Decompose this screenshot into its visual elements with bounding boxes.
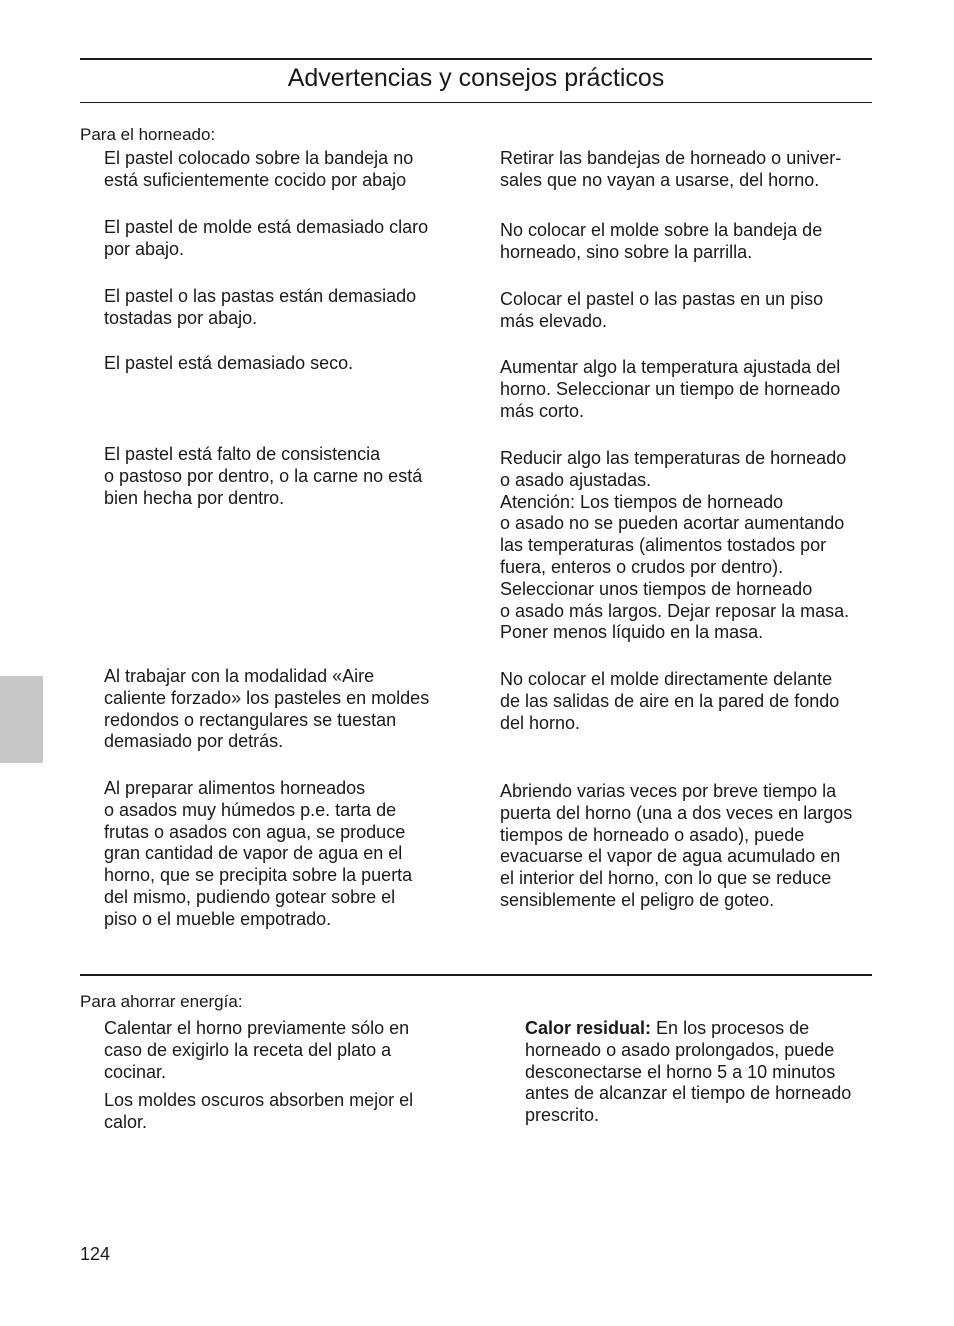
problem-5: El pastel está falto de consistencia o pastoso por dentro, o la carne no está bien hecha por dentro. bbox=[104, 444, 423, 508]
baking-heading: Para el horneado: bbox=[80, 125, 216, 144]
energy-tip-preheat: Calentar el horno previamente sólo en caso de exigirlo la receta del plato a cocinar. bbox=[104, 1018, 410, 1082]
remedy-7: Abriendo varias veces por breve tiempo la puerta del horno (una a dos veces en largos tiempos de horneado o asado), puede evacuarse el vapor de agua acumulado en el interior del horno, con lo que se reduce sensiblemente el peligro de goteo. bbox=[500, 781, 853, 910]
problem-1: El pastel colocado sobre la bandeja no está suficientemente cocido por abajo bbox=[104, 148, 414, 190]
residual-heat-text: En los procesos de horneado o asado prolongados, puede desconectarse el horno 5 a 10 minutos antes de alcanzar el tiempo de horneado prescrito. bbox=[525, 1018, 852, 1126]
problem-4: El pastel está demasiado seco. bbox=[104, 353, 354, 373]
remedy-4: Aumentar algo la temperatura ajustada del horno. Seleccionar un tiempo de horneado más corto. bbox=[500, 357, 841, 421]
residual-heat-label: Calor residual: bbox=[525, 1018, 652, 1038]
page-number: 124 bbox=[80, 1244, 111, 1264]
problem-6: Al trabajar con la modalidad «Aire caliente forzado» los pasteles en moldes redondos o rectangulares se tuestan demasiado por detrás. bbox=[104, 666, 430, 752]
remedy-5: Reducir algo las temperaturas de horneado o asado ajustadas. Atención: Los tiempos de horneado o asado no se pueden acortar aumentando las temperaturas (alimentos tostados por fuera, enteros o crudos por dentro). Seleccionar unos tiempos de horneado o asado más largos. Dejar reposar la masa. Poner menos líquido en la masa. bbox=[500, 448, 850, 643]
section-tab-marker bbox=[0, 676, 43, 763]
remedy-6: No colocar el molde directamente delante de las salidas de aire en la pared de fondo del horno. bbox=[500, 669, 840, 733]
title-bottom-rule bbox=[80, 102, 872, 103]
remedy-3: Colocar el pastel o las pastas en un piso más elevado. bbox=[500, 289, 824, 331]
energy-tip-residual-heat bbox=[525, 1018, 880, 1127]
page-title: Advertencias y consejos prácticos bbox=[287, 64, 665, 92]
remedy-2: No colocar el molde sobre la bandeja de horneado, sino sobre la parrilla. bbox=[500, 220, 823, 262]
title-top-rule bbox=[80, 58, 872, 60]
problem-2: El pastel de molde está demasiado claro por abajo. bbox=[104, 217, 429, 259]
energy-heading: Para ahorrar energía: bbox=[80, 992, 243, 1011]
problem-3: El pastel o las pastas están demasiado tostadas por abajo. bbox=[104, 286, 417, 328]
energy-tip-dark-molds: Los moldes oscuros absorben mejor el calor. bbox=[104, 1090, 414, 1132]
section-divider bbox=[80, 974, 872, 976]
problem-7: Al preparar alimentos horneados o asados muy húmedos p.e. tarta de frutas o asados con agua, se produce gran cantidad de vapor de agua en el horno, que se precipita sobre la puerta del mismo, pudiendo gotear sobre el piso o el mueble empotrado. bbox=[104, 778, 413, 929]
remedy-1: Retirar las bandejas de horneado o univer- sales que no vayan a usarse, del horno. bbox=[500, 148, 842, 190]
